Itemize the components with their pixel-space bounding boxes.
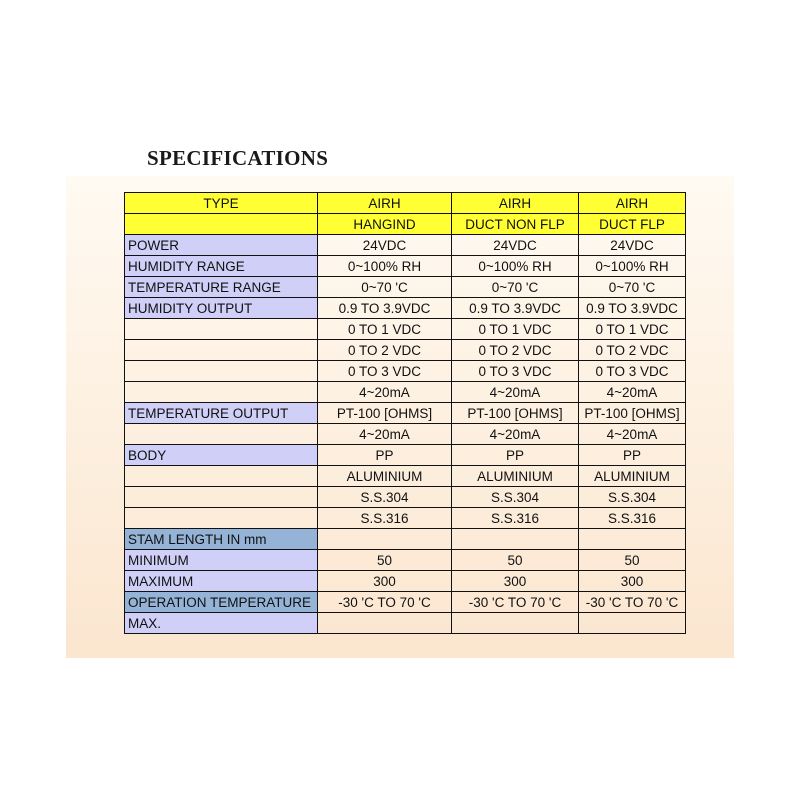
value-cell: 24VDC xyxy=(452,235,579,256)
table-row xyxy=(125,319,686,340)
table-row xyxy=(125,466,686,487)
table-row xyxy=(125,592,686,613)
value-cell: S.S.316 xyxy=(318,508,452,529)
table-row xyxy=(125,424,686,445)
header-cell xyxy=(125,214,318,235)
value-cell: 300 xyxy=(452,571,579,592)
value-cell: 300 xyxy=(579,571,686,592)
value-cell xyxy=(318,529,452,550)
value-cell: 0~100% RH xyxy=(318,256,452,277)
table-row xyxy=(125,445,686,466)
row-label: MAXIMUM xyxy=(125,571,318,592)
value-cell: 0.9 TO 3.9VDC xyxy=(579,298,686,319)
table-row xyxy=(125,550,686,571)
value-cell xyxy=(452,613,579,634)
value-cell: 24VDC xyxy=(318,235,452,256)
value-cell: PP xyxy=(452,445,579,466)
header-cell: HANGIND xyxy=(318,214,452,235)
value-cell: PT-100 [OHMS] xyxy=(318,403,452,424)
value-cell: 0~70 'C xyxy=(579,277,686,298)
value-cell: PT-100 [OHMS] xyxy=(452,403,579,424)
header-cell: DUCT FLP xyxy=(579,214,686,235)
value-cell: 0 TO 2 VDC xyxy=(452,340,579,361)
page-title: SPECIFICATIONS xyxy=(147,146,329,170)
row-label xyxy=(125,382,318,403)
table-row xyxy=(125,508,686,529)
table-row xyxy=(125,382,686,403)
value-cell: S.S.304 xyxy=(318,487,452,508)
row-label xyxy=(125,466,318,487)
value-cell: 50 xyxy=(318,550,452,571)
value-cell: 300 xyxy=(318,571,452,592)
table-row xyxy=(125,403,686,424)
header-cell: AIRH xyxy=(579,193,686,214)
header-cell: AIRH xyxy=(318,193,452,214)
value-cell: 0~100% RH xyxy=(452,256,579,277)
row-label: STAM LENGTH IN mm xyxy=(125,529,318,550)
value-cell xyxy=(318,613,452,634)
table-row xyxy=(125,235,686,256)
header-cell: DUCT NON FLP xyxy=(452,214,579,235)
row-label xyxy=(125,340,318,361)
value-cell xyxy=(452,529,579,550)
table-row xyxy=(125,277,686,298)
table-row xyxy=(125,340,686,361)
value-cell: ALUMINIUM xyxy=(579,466,686,487)
table-row xyxy=(125,613,686,634)
row-label: HUMIDITY RANGE xyxy=(125,256,318,277)
value-cell: 4~20mA xyxy=(452,382,579,403)
table-row xyxy=(125,529,686,550)
value-cell: PP xyxy=(579,445,686,466)
value-cell: -30 'C TO 70 'C xyxy=(452,592,579,613)
value-cell: 0~70 'C xyxy=(318,277,452,298)
value-cell: -30 'C TO 70 'C xyxy=(318,592,452,613)
value-cell: 0.9 TO 3.9VDC xyxy=(318,298,452,319)
value-cell: 4~20mA xyxy=(318,382,452,403)
value-cell: S.S.304 xyxy=(579,487,686,508)
row-label: TEMPERATURE OUTPUT xyxy=(125,403,318,424)
value-cell: 0 TO 2 VDC xyxy=(318,340,452,361)
row-label xyxy=(125,424,318,445)
table-row xyxy=(125,571,686,592)
value-cell: 0 TO 3 VDC xyxy=(318,361,452,382)
value-cell: 4~20mA xyxy=(579,382,686,403)
row-label: MINIMUM xyxy=(125,550,318,571)
value-cell xyxy=(579,613,686,634)
value-cell: 0 TO 1 VDC xyxy=(452,319,579,340)
value-cell: 4~20mA xyxy=(318,424,452,445)
value-cell: PT-100 [OHMS] xyxy=(579,403,686,424)
value-cell: 0~70 'C xyxy=(452,277,579,298)
value-cell: -30 'C TO 70 'C xyxy=(579,592,686,613)
value-cell: 0 TO 3 VDC xyxy=(579,361,686,382)
value-cell: 50 xyxy=(579,550,686,571)
header-cell: TYPE xyxy=(125,193,318,214)
value-cell: S.S.316 xyxy=(579,508,686,529)
value-cell: 0.9 TO 3.9VDC xyxy=(452,298,579,319)
value-cell: 0 TO 2 VDC xyxy=(579,340,686,361)
row-label xyxy=(125,508,318,529)
row-label xyxy=(125,361,318,382)
row-label: MAX. xyxy=(125,613,318,634)
value-cell: 0 TO 1 VDC xyxy=(579,319,686,340)
value-cell: 50 xyxy=(452,550,579,571)
value-cell: 4~20mA xyxy=(579,424,686,445)
value-cell: PP xyxy=(318,445,452,466)
value-cell: ALUMINIUM xyxy=(318,466,452,487)
table-row xyxy=(125,361,686,382)
specifications-table xyxy=(124,192,686,634)
value-cell xyxy=(579,529,686,550)
row-label xyxy=(125,487,318,508)
row-label: OPERATION TEMPERATURE xyxy=(125,592,318,613)
table-row xyxy=(125,256,686,277)
value-cell: 0 TO 3 VDC xyxy=(452,361,579,382)
header-row xyxy=(125,193,686,214)
header-cell: AIRH xyxy=(452,193,579,214)
row-label xyxy=(125,319,318,340)
row-label: POWER xyxy=(125,235,318,256)
table-row xyxy=(125,487,686,508)
value-cell: ALUMINIUM xyxy=(452,466,579,487)
value-cell: 24VDC xyxy=(579,235,686,256)
row-label: HUMIDITY OUTPUT xyxy=(125,298,318,319)
value-cell: S.S.316 xyxy=(452,508,579,529)
table-row xyxy=(125,298,686,319)
value-cell: 0~100% RH xyxy=(579,256,686,277)
row-label: BODY xyxy=(125,445,318,466)
specifications-table-body xyxy=(125,193,686,634)
value-cell: 0 TO 1 VDC xyxy=(318,319,452,340)
value-cell: S.S.304 xyxy=(452,487,579,508)
header-row xyxy=(125,214,686,235)
value-cell: 4~20mA xyxy=(452,424,579,445)
row-label: TEMPERATURE RANGE xyxy=(125,277,318,298)
